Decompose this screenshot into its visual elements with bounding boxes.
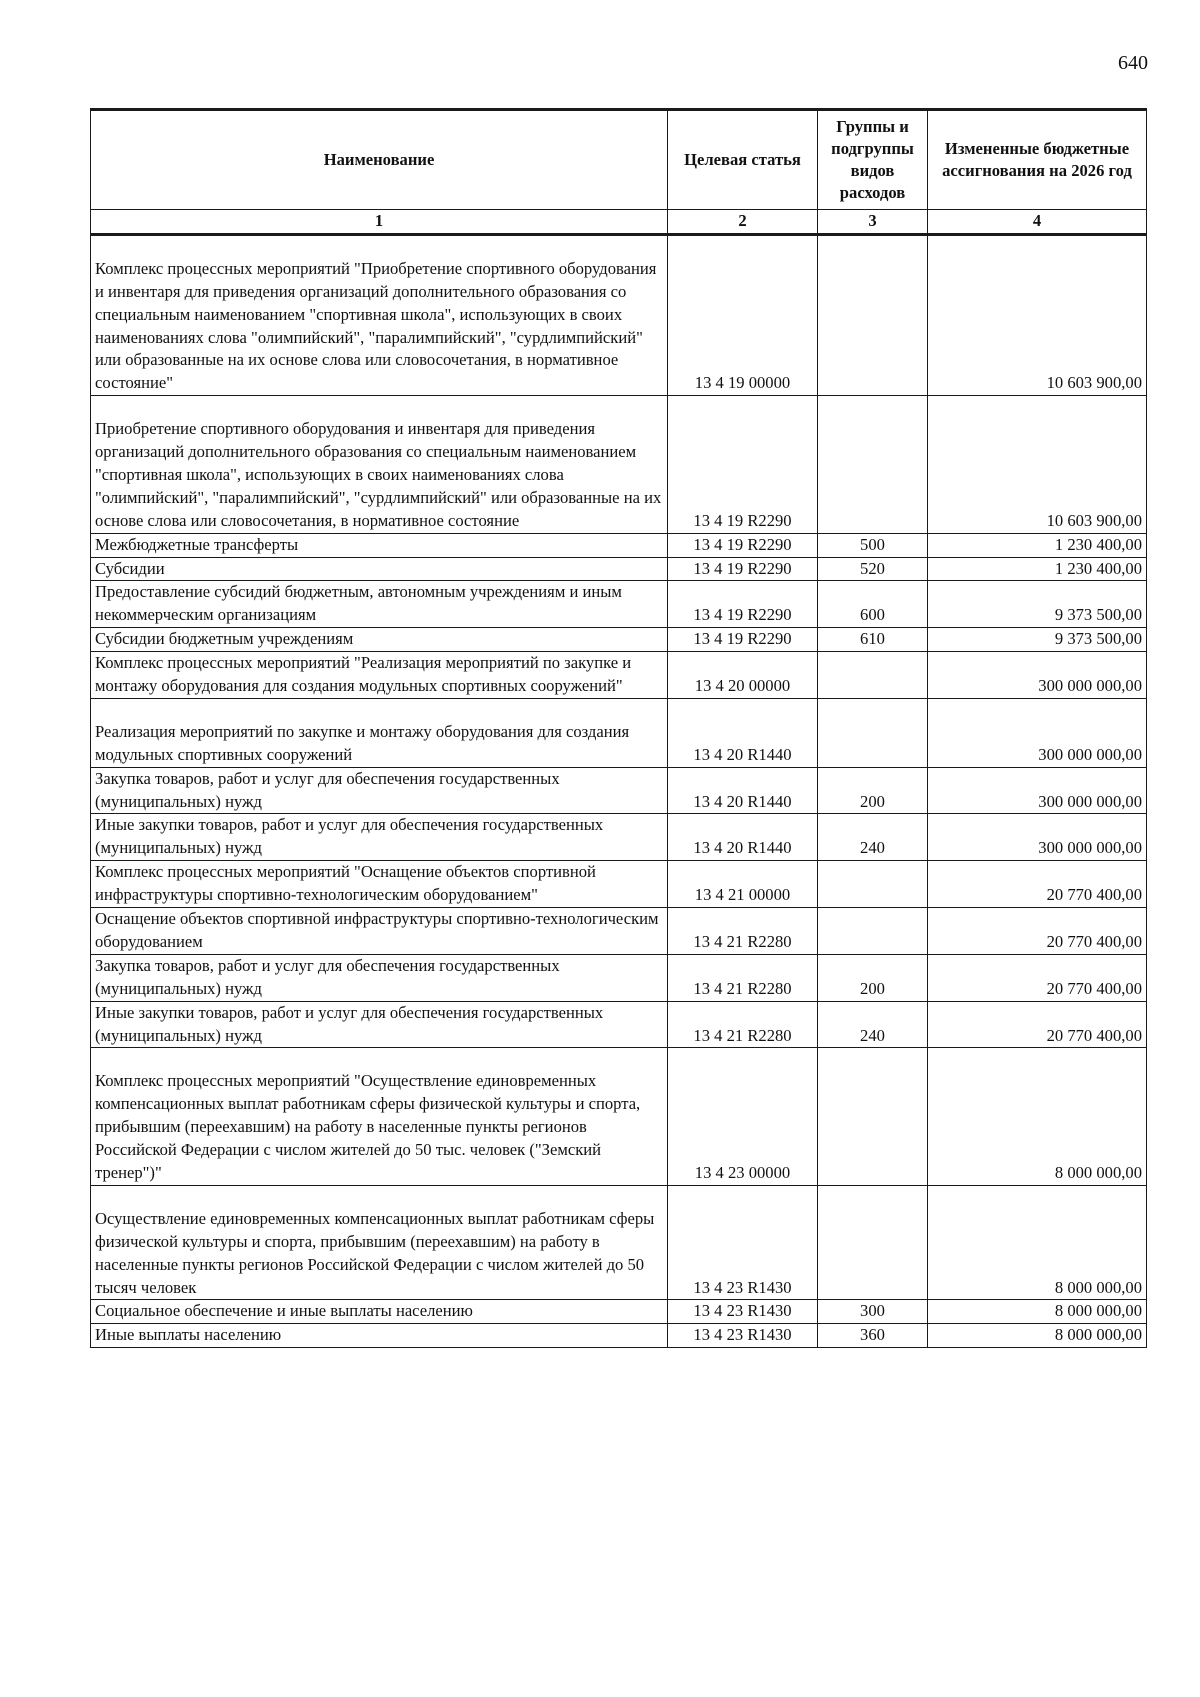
row-expense-group: [818, 698, 928, 767]
table-row: [91, 908, 1147, 955]
row-amount: 20 770 400,00: [928, 954, 1147, 1001]
row-expense-group: 200: [818, 954, 928, 1001]
table-row: [91, 581, 1147, 628]
row-expense-group: 610: [818, 628, 928, 652]
row-expense-group: [818, 396, 928, 533]
row-target-article: 13 4 19 00000: [668, 234, 818, 395]
header-expense-groups: Группы и подгруппы видов расходов: [818, 110, 928, 210]
row-target-article: 13 4 21 R2280: [668, 1001, 818, 1048]
row-name: Комплекс процессных мероприятий "Реализация мероприятий по закупке и монтажу оборудования для создания модульных спортивных сооружений": [91, 652, 668, 699]
row-expense-group: 240: [818, 1001, 928, 1048]
row-expense-group: [818, 234, 928, 395]
row-name: Социальное обеспечение и иные выплаты населению: [91, 1300, 668, 1324]
table-row: [91, 1185, 1147, 1300]
row-amount: 300 000 000,00: [928, 814, 1147, 861]
table-row: [91, 1048, 1147, 1185]
row-amount: 1 230 400,00: [928, 557, 1147, 581]
row-expense-group: 600: [818, 581, 928, 628]
row-target-article: 13 4 21 00000: [668, 861, 818, 908]
table-row: [91, 1001, 1147, 1048]
row-name: Предоставление субсидий бюджетным, автономным учреждениям и иным некоммерческим организациям: [91, 581, 668, 628]
row-expense-group: [818, 652, 928, 699]
table-row: [91, 1300, 1147, 1324]
row-name: Иные выплаты населению: [91, 1324, 668, 1348]
row-target-article: 13 4 23 00000: [668, 1048, 818, 1185]
table-row: [91, 698, 1147, 767]
row-name: Межбюджетные трансферты: [91, 533, 668, 557]
row-amount: 10 603 900,00: [928, 234, 1147, 395]
row-amount: 20 770 400,00: [928, 1001, 1147, 1048]
row-expense-group: 500: [818, 533, 928, 557]
column-number: 3: [818, 210, 928, 235]
row-expense-group: [818, 1185, 928, 1300]
row-name: Осуществление единовременных компенсационных выплат работникам сферы физической культуры и спорта, прибывшим (переехавшим) на работу в населенные пункты регионов Российской Федерации с числом жителей до 50 тысяч человек: [91, 1185, 668, 1300]
row-target-article: 13 4 23 R1430: [668, 1300, 818, 1324]
row-amount: 8 000 000,00: [928, 1300, 1147, 1324]
row-amount: 10 603 900,00: [928, 396, 1147, 533]
row-name: Закупка товаров, работ и услуг для обеспечения государственных (муниципальных) нужд: [91, 767, 668, 814]
table-row: [91, 861, 1147, 908]
row-expense-group: [818, 908, 928, 955]
row-amount: 300 000 000,00: [928, 698, 1147, 767]
row-target-article: 13 4 21 R2280: [668, 954, 818, 1001]
row-target-article: 13 4 19 R2290: [668, 533, 818, 557]
row-expense-group: 200: [818, 767, 928, 814]
table-body: [91, 234, 1147, 1347]
row-expense-group: 240: [818, 814, 928, 861]
row-amount: 9 373 500,00: [928, 581, 1147, 628]
row-target-article: 13 4 23 R1430: [668, 1185, 818, 1300]
table-row: [91, 628, 1147, 652]
column-number: 4: [928, 210, 1147, 235]
header-row: [91, 110, 1147, 210]
row-target-article: 13 4 19 R2290: [668, 557, 818, 581]
budget-table: [90, 108, 1147, 1348]
row-amount: 20 770 400,00: [928, 861, 1147, 908]
table-row: [91, 234, 1147, 395]
row-amount: 300 000 000,00: [928, 767, 1147, 814]
column-number-row: [91, 210, 1147, 235]
row-amount: 300 000 000,00: [928, 652, 1147, 699]
column-number: 2: [668, 210, 818, 235]
table-row: [91, 954, 1147, 1001]
row-name: Оснащение объектов спортивной инфраструктуры спортивно-технологическим оборудованием: [91, 908, 668, 955]
row-name: Закупка товаров, работ и услуг для обеспечения государственных (муниципальных) нужд: [91, 954, 668, 1001]
table-row: [91, 396, 1147, 533]
row-name: Комплекс процессных мероприятий "Осуществление единовременных компенсационных выплат работникам сферы физической культуры и спорта, прибывшим (переехавшим) на работу в населенные пункты регионов Российской Федерации с числом жителей до 50 тыс. человек ("Земский тренер")": [91, 1048, 668, 1185]
row-target-article: 13 4 21 R2280: [668, 908, 818, 955]
row-amount: 20 770 400,00: [928, 908, 1147, 955]
row-name: Субсидии бюджетным учреждениям: [91, 628, 668, 652]
row-amount: 8 000 000,00: [928, 1048, 1147, 1185]
header-target-article: Целевая статья: [668, 110, 818, 210]
row-name: Комплекс процессных мероприятий "Приобретение спортивного оборудования и инвентаря для приведения организаций дополнительного образования со специальным наименованием "спортивная школа", использующих в своих наименованиях слова "олимпийский", "паралимпийский", "сурдлимпийский" или образованные на их основе слова или словосочетания, в нормативное состояние": [91, 234, 668, 395]
row-name: Иные закупки товаров, работ и услуг для обеспечения государственных (муниципальных) нужд: [91, 814, 668, 861]
row-target-article: 13 4 20 00000: [668, 652, 818, 699]
row-expense-group: [818, 1048, 928, 1185]
row-expense-group: 520: [818, 557, 928, 581]
header-name: Наименование: [91, 110, 668, 210]
table-row: [91, 1324, 1147, 1348]
header-allocations: Измененные бюджетные ассигнования на 2026 год: [928, 110, 1147, 210]
table-row: [91, 652, 1147, 699]
row-target-article: 13 4 20 R1440: [668, 698, 818, 767]
row-target-article: 13 4 19 R2290: [668, 396, 818, 533]
row-amount: 1 230 400,00: [928, 533, 1147, 557]
row-expense-group: [818, 861, 928, 908]
page-number: 640: [1118, 52, 1148, 74]
row-target-article: 13 4 20 R1440: [668, 814, 818, 861]
row-amount: 8 000 000,00: [928, 1185, 1147, 1300]
row-target-article: 13 4 23 R1430: [668, 1324, 818, 1348]
table-row: [91, 557, 1147, 581]
table-row: [91, 533, 1147, 557]
row-name: Комплекс процессных мероприятий "Оснащение объектов спортивной инфраструктуры спортивно-технологическим оборудованием": [91, 861, 668, 908]
table-row: [91, 814, 1147, 861]
row-name: Иные закупки товаров, работ и услуг для обеспечения государственных (муниципальных) нужд: [91, 1001, 668, 1048]
row-target-article: 13 4 19 R2290: [668, 581, 818, 628]
row-target-article: 13 4 19 R2290: [668, 628, 818, 652]
row-expense-group: 360: [818, 1324, 928, 1348]
row-amount: 9 373 500,00: [928, 628, 1147, 652]
row-amount: 8 000 000,00: [928, 1324, 1147, 1348]
row-name: Приобретение спортивного оборудования и инвентаря для приведения организаций дополнительного образования со специальным наименованием "спортивная школа", использующих в своих наименованиях слова "олимпийский", "паралимпийский", "сурдлимпийский" или образованные на их основе слова или словосочетания, в нормативное состояние: [91, 396, 668, 533]
row-name: Субсидии: [91, 557, 668, 581]
row-name: Реализация мероприятий по закупке и монтажу оборудования для создания модульных спортивных сооружений: [91, 698, 668, 767]
table-row: [91, 767, 1147, 814]
row-expense-group: 300: [818, 1300, 928, 1324]
row-target-article: 13 4 20 R1440: [668, 767, 818, 814]
column-number: 1: [91, 210, 668, 235]
